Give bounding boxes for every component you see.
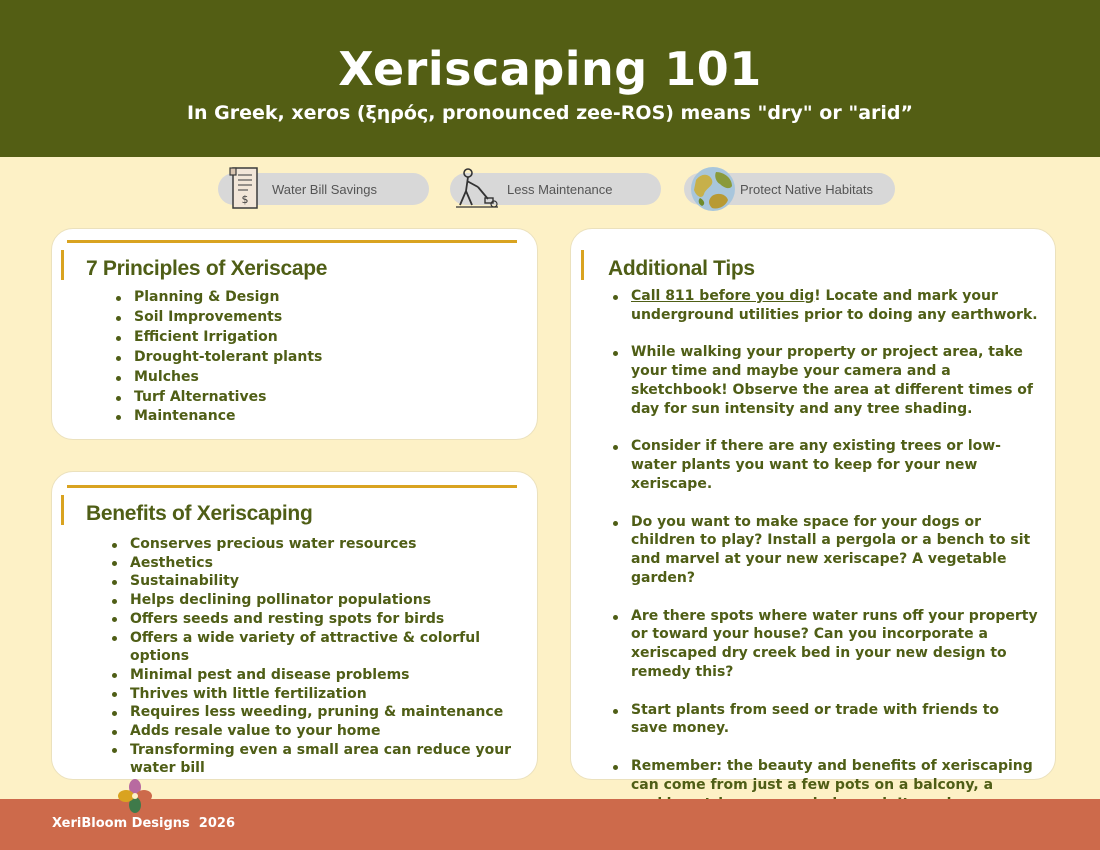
page-title: Xeriscaping 101	[338, 42, 762, 96]
person-mowing-icon	[454, 167, 500, 213]
list-item: Helps declining pollinator populations	[112, 591, 530, 610]
list-item: Offers a wide variety of attractive & colorful options	[112, 629, 530, 666]
list-item: Adds resale value to your home	[112, 722, 530, 741]
list-item: Transforming even a small area can reduce your water bill	[112, 741, 530, 778]
list-item: Consider if there are any existing trees or low-water plants you want to keep for your new xeriscape.	[613, 437, 1038, 493]
list-item: Drought-tolerant plants	[116, 348, 516, 368]
list-item: Requires less weeding, pruning & maintenance	[112, 703, 530, 722]
card-top-accent	[67, 240, 517, 243]
principles-card	[51, 228, 538, 440]
list-item: Remember: the beauty and benefits of xeriscaping can come from just a few pots on a balcony, a	[613, 757, 1038, 832]
list-item: Offers seeds and resting spots for birds	[112, 610, 530, 629]
list-item: Efficient Irrigation	[116, 328, 516, 348]
page-header	[0, 0, 1100, 157]
call-811-link[interactable]: Call 811 before you dig	[631, 288, 815, 304]
footer-brand: XeriBloom Designs 2026	[52, 816, 235, 831]
benefits-list	[112, 535, 530, 778]
principles-list	[116, 288, 516, 427]
receipt-dollar-icon	[228, 166, 262, 214]
tip-text: ! Locate and mark your underground utilities prior to doing any earthwork.	[631, 288, 1038, 323]
list-item: Are there spots where water runs off your property or toward your house? Can you incorporate a xeriscaped dry creek bed in your new design to remedy this?	[613, 607, 1038, 682]
list-item: Planning & Design	[116, 288, 516, 308]
list-item: Thrives with little fertilization	[112, 685, 530, 704]
list-item: Sustainability	[112, 572, 530, 591]
benefits-card	[51, 471, 538, 780]
list-item: Conserves precious water resources	[112, 535, 530, 554]
list-item: While walking your property or project area, take your time and maybe your camera and a sketchbook! Observe the area at different times of day for sun intensity and any tree shading.	[613, 343, 1038, 418]
list-item: Turf Alternatives	[116, 388, 516, 408]
benefits-heading: Benefits of Xeriscaping	[86, 502, 313, 525]
list-item: Soil Improvements	[116, 308, 516, 328]
heading-accent	[61, 250, 64, 280]
heading-accent	[581, 250, 584, 280]
page-subtitle: In Greek, xeros (ξηρός, pronounced zee-ROS) means "dry" or "arid”	[186, 102, 914, 124]
flower-logo-icon	[117, 778, 153, 818]
tips-heading: Additional Tips	[608, 257, 755, 280]
highlight-label: Less Maintenance	[507, 181, 613, 197]
list-item: Minimal pest and disease problems	[112, 666, 530, 685]
svg-text:$: $	[241, 193, 249, 206]
list-item: Mulches	[116, 368, 516, 388]
list-item: Do you want to make space for your dogs or children to play? Install a pergola or a bench to sit and marvel at your new xeriscape? A vegetable garden?	[613, 513, 1038, 588]
card-top-accent	[67, 485, 517, 488]
list-item: Start plants from seed or trade with friends to save money.	[613, 701, 1038, 739]
globe-icon	[690, 166, 736, 216]
highlight-label: Water Bill Savings	[272, 181, 377, 197]
heading-accent	[61, 495, 64, 525]
list-item: Aesthetics	[112, 554, 530, 573]
page-footer	[0, 799, 1100, 850]
list-item	[613, 287, 1038, 325]
list-item: Maintenance	[116, 407, 516, 427]
tips-card	[570, 228, 1056, 793]
highlight-label: Protect Native Habitats	[740, 181, 873, 197]
tips-list	[613, 287, 1038, 850]
principles-heading: 7 Principles of Xeriscape	[86, 257, 328, 280]
